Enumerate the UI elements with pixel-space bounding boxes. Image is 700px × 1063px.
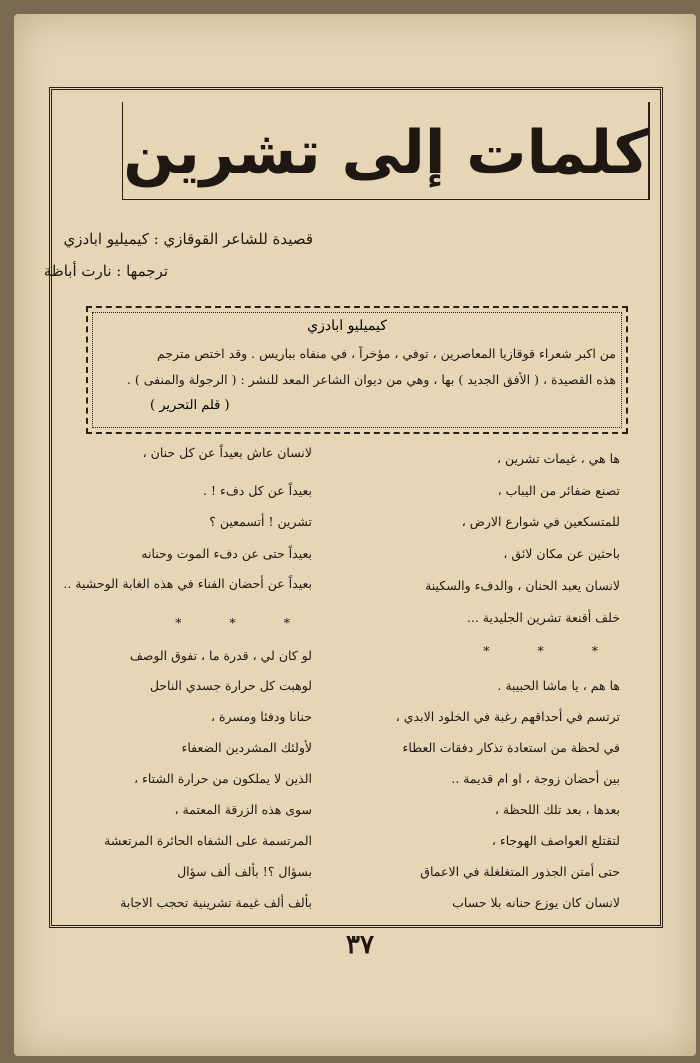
poem-subtitle: قصيدة للشاعر القوقازي : كيميليو ابادزي xyxy=(63,230,313,248)
page-number: ٣٧ xyxy=(346,930,374,960)
stanza-separator: * * * xyxy=(483,643,620,658)
verse-line: لانسان يعبد الحنان ، والدفء والسكينة xyxy=(425,578,620,593)
note-signature: ( قلم التحرير ) xyxy=(150,398,230,413)
verse-line: الذين لا يملكون من حرارة الشتاء ، xyxy=(133,771,312,786)
verse-line: بألف ألف غيمة تشرينية تحجب الاجابة xyxy=(120,895,312,910)
verse-line: حنانا ودفئا ومسرة ، xyxy=(210,709,312,724)
verse-line: بين أحضان زوجة ، او ام قديمة .. xyxy=(451,771,620,786)
verse-line: لانسان كان يوزع حنانه بلا حساب xyxy=(452,895,620,910)
note-line-1: من اكبر شعراء قوقازيا المعاصرين ، توفي ، مؤخراً ، في منفاه بباريس . وقد اختص مترجم xyxy=(156,346,616,361)
verse-line: لانسان عاش بعيداً عن كل حنان ، xyxy=(142,445,312,460)
verse-line: باحثين عن مكان لائق ، xyxy=(503,546,620,561)
verse-line: سوى هذه الزرقة المعتمة ، xyxy=(174,802,312,817)
verse-line: بعيداً عن أحضان الفناء في هذه الغابة الوحشية .. xyxy=(63,576,312,591)
verse-line: ترتسم في أحداقهم رغبة في الخلود الابدي ، xyxy=(395,709,620,724)
verse-line: تشرين ! أتسمعين ؟ xyxy=(209,514,312,529)
verse-line: بعيداً عن كل دفء ! . xyxy=(203,483,312,498)
verse-line: خلف أقنعة تشرين الجليدية ... xyxy=(466,610,620,625)
verse-line: المرتسمة على الشفاه الحائرة المرتعشة xyxy=(104,833,312,848)
translator-credit: ترجمها : نارت أباظة xyxy=(43,262,168,280)
verse-line: ها هم ، يا ماشا الحبيبة . xyxy=(497,678,620,693)
verse-line: ها هي ، غيمات تشرين ، xyxy=(497,451,620,466)
verse-line: تصنع ضفائر من اليباب ، xyxy=(497,483,620,498)
verse-line: للمتسكعين في شوارع الارض ، xyxy=(461,514,620,529)
verse-line: لوهبت كل حرارة جسدي الناحل xyxy=(149,678,312,693)
verse-line: لأولئك المشردين الضعفاء xyxy=(181,740,312,755)
verse-line: بسؤال ؟! بألف ألف سؤال xyxy=(177,864,312,879)
page-title: كلمات إلى تشرين xyxy=(123,118,649,188)
verse-line: في لحظة من استعادة تذكار دفقات العطاء xyxy=(402,740,620,755)
verse-line: بعدها ، بعد تلك اللحظة ، xyxy=(494,802,620,817)
verse-line: لو كان لي ، قدرة ما ، تفوق الوصف xyxy=(129,648,312,663)
verse-line: حتى أمتن الجذور المتغلغلة في الاعماق xyxy=(420,864,620,879)
verse-line: بعيداً حتى عن دفء الموت وحنانه xyxy=(141,546,312,561)
note-line-2: هذه القصيدة ، ( الأفق الجديد ) بها ، وهي من ديوان الشاعر المعد للنشر : ( الرجولة والمنفى ) . xyxy=(126,372,616,387)
stanza-separator: * * * xyxy=(175,615,312,630)
verse-line: لتقتلع العواصف الهوجاء ، xyxy=(491,833,620,848)
note-heading: كيميليو ابادزي xyxy=(307,318,387,334)
